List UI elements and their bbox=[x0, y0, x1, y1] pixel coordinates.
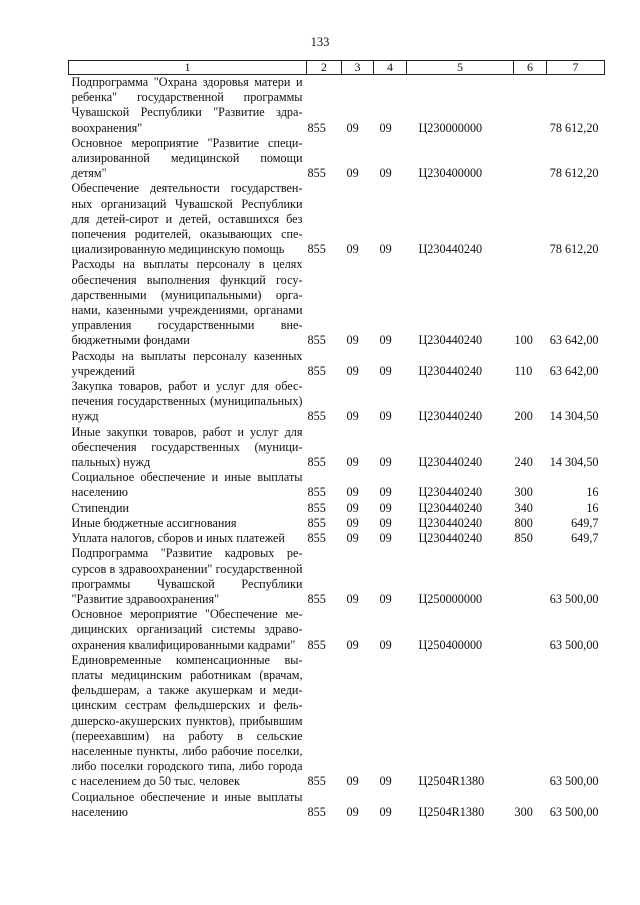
table-row bbox=[69, 470, 605, 500]
amount-cell: 649,7 bbox=[571, 531, 599, 546]
table-row bbox=[69, 501, 605, 516]
section-cell: 09 bbox=[346, 485, 359, 500]
table-row bbox=[69, 349, 605, 379]
amount-cell: 16 bbox=[586, 485, 599, 500]
target-article-cell: Ц230440240 bbox=[418, 242, 483, 257]
admin-code-cell: 855 bbox=[307, 804, 326, 819]
section-cell: 09 bbox=[346, 120, 359, 135]
subsection-cell: 09 bbox=[379, 515, 392, 530]
table-row bbox=[69, 425, 605, 471]
admin-code-cell: 855 bbox=[307, 531, 326, 546]
section-cell: 09 bbox=[346, 363, 359, 378]
section-cell: 09 bbox=[346, 591, 359, 606]
admin-code-cell: 855 bbox=[307, 485, 326, 500]
row-name-cell: Расходы на выплаты персоналу в целях обеспечения выполнения функций государственными (муниципальными) органами, казенными учреждениями, органами управления государственными внебюджетными фондами bbox=[71, 257, 303, 348]
amount-cell: 14 304,50 bbox=[549, 409, 599, 424]
section-cell: 09 bbox=[346, 166, 359, 181]
subsection-cell: 09 bbox=[379, 120, 392, 135]
row-name-cell: Расходы на выплаты персоналу казенных учреждений bbox=[71, 348, 303, 378]
expense-type-cell: 340 bbox=[514, 500, 533, 515]
expense-type-cell: 300 bbox=[514, 804, 533, 819]
amount-cell: 63 500,00 bbox=[549, 774, 599, 789]
target-article-cell: Ц230400000 bbox=[418, 166, 483, 181]
amount-cell: 78 612,20 bbox=[549, 120, 599, 135]
section-cell: 09 bbox=[346, 242, 359, 257]
admin-code-cell: 855 bbox=[307, 515, 326, 530]
admin-code-cell: 855 bbox=[307, 120, 326, 135]
expense-type-cell bbox=[514, 75, 547, 136]
subsection-cell: 09 bbox=[379, 485, 392, 500]
amount-cell: 649,7 bbox=[571, 515, 599, 530]
amount-cell: 63 642,00 bbox=[549, 363, 599, 378]
target-article-cell: Ц230440240 bbox=[418, 485, 483, 500]
section-cell: 09 bbox=[346, 333, 359, 348]
row-name-cell: Основное мероприятие "Обеспечение медицинских организаций системы здравоохранения квалифицированными кадрами" bbox=[71, 607, 303, 652]
subsection-cell: 09 bbox=[379, 591, 392, 606]
admin-code-cell: 855 bbox=[307, 333, 326, 348]
target-article-cell: Ц250400000 bbox=[418, 637, 483, 652]
admin-code-cell: 855 bbox=[307, 242, 326, 257]
expense-type-cell: 200 bbox=[514, 409, 533, 424]
table-row bbox=[69, 181, 605, 257]
section-cell: 09 bbox=[346, 409, 359, 424]
row-name-cell: Обеспечение деятельности государственных организаций Чувашской Республики для детей-сирот и детей, оставшихся без попечения родителей, оказывающих специализированную медицинскую помощь bbox=[71, 181, 303, 257]
column-header: 3 bbox=[342, 61, 374, 75]
subsection-cell: 09 bbox=[379, 333, 392, 348]
table-row bbox=[69, 653, 605, 790]
admin-code-cell: 855 bbox=[307, 774, 326, 789]
expense-type-cell: 800 bbox=[514, 515, 533, 530]
row-name-cell: Стипендии bbox=[71, 500, 130, 515]
expense-type-cell: 110 bbox=[514, 363, 533, 378]
section-cell: 09 bbox=[346, 637, 359, 652]
target-article-cell: Ц230440240 bbox=[418, 455, 483, 470]
column-header: 6 bbox=[514, 61, 547, 75]
target-article-cell: Ц230440240 bbox=[418, 333, 483, 348]
subsection-cell: 09 bbox=[379, 455, 392, 470]
expense-type-cell: 240 bbox=[514, 455, 533, 470]
target-article-cell: Ц230440240 bbox=[418, 363, 483, 378]
row-name-cell: Подпрограмма "Развитие кадровых ресурсов в здравоохранении" государственной программы Чувашской Республики "Развитие здравоохранения" bbox=[71, 546, 303, 606]
table-row bbox=[69, 531, 605, 546]
subsection-cell: 09 bbox=[379, 409, 392, 424]
table-row bbox=[69, 790, 605, 820]
table-row bbox=[69, 136, 605, 182]
page-number: 133 bbox=[310, 35, 330, 49]
amount-cell: 63 642,00 bbox=[549, 333, 599, 348]
table-header bbox=[69, 61, 605, 75]
amount-cell: 63 500,00 bbox=[549, 637, 599, 652]
budget-table bbox=[68, 60, 605, 820]
row-name-cell: Уплата налогов, сборов и иных платежей bbox=[71, 531, 285, 546]
subsection-cell: 09 bbox=[379, 774, 392, 789]
amount-cell: 63 500,00 bbox=[549, 804, 599, 819]
column-header: 1 bbox=[69, 61, 307, 75]
target-article-cell: Ц2504R1380 bbox=[418, 804, 485, 819]
row-name-cell: Иные бюджетные ассигнования bbox=[71, 515, 237, 530]
column-header: 5 bbox=[407, 61, 514, 75]
table-body bbox=[69, 75, 605, 820]
row-name-cell: Единовременные компенсационные выплаты медицинским работникам (врачам, фельдшерам, а также акушеркам и медицинским сестрам фельдшерских и фельдшерско-акушерских пунктов), прибывшим (переехавшим) на работу в сельские населенные пункты, либо рабочие поселки, либо поселки городского типа, либо города с населением до 50 тыс. человек bbox=[71, 652, 303, 789]
admin-code-cell: 855 bbox=[307, 409, 326, 424]
amount-cell: 14 304,50 bbox=[549, 455, 599, 470]
target-article-cell: Ц230440240 bbox=[418, 531, 483, 546]
section-cell: 09 bbox=[346, 531, 359, 546]
table-row bbox=[69, 607, 605, 653]
admin-code-cell: 855 bbox=[307, 455, 326, 470]
target-article-cell: Ц230000000 bbox=[418, 120, 483, 135]
subsection-cell: 09 bbox=[379, 637, 392, 652]
column-header: 7 bbox=[547, 61, 605, 75]
subsection-cell: 09 bbox=[379, 804, 392, 819]
subsection-cell: 09 bbox=[379, 500, 392, 515]
row-name-cell: Социальное обеспечение и иные выплаты населению bbox=[71, 789, 303, 819]
row-name-cell: Иные закупки товаров, работ и услуг для обеспечения государственных (муниципальных) нужд bbox=[71, 424, 303, 470]
section-cell: 09 bbox=[346, 515, 359, 530]
subsection-cell: 09 bbox=[379, 531, 392, 546]
admin-code-cell: 855 bbox=[307, 591, 326, 606]
table-row bbox=[69, 379, 605, 425]
amount-cell: 78 612,20 bbox=[549, 242, 599, 257]
target-article-cell: Ц230440240 bbox=[418, 500, 483, 515]
admin-code-cell: 855 bbox=[307, 363, 326, 378]
amount-cell: 63 500,00 bbox=[549, 591, 599, 606]
target-article-cell: Ц230440240 bbox=[418, 515, 483, 530]
expense-type-cell bbox=[514, 546, 547, 607]
expense-type-cell bbox=[514, 607, 547, 653]
expense-type-cell bbox=[514, 136, 547, 182]
table-row bbox=[69, 516, 605, 531]
expense-type-cell: 100 bbox=[514, 333, 533, 348]
amount-cell: 78 612,20 bbox=[549, 166, 599, 181]
admin-code-cell: 855 bbox=[307, 166, 326, 181]
section-cell: 09 bbox=[346, 500, 359, 515]
target-article-cell: Ц250000000 bbox=[418, 591, 483, 606]
table-row bbox=[69, 257, 605, 348]
expense-type-cell: 300 bbox=[514, 485, 533, 500]
expense-type-cell bbox=[514, 653, 547, 790]
admin-code-cell: 855 bbox=[307, 637, 326, 652]
expense-type-cell: 850 bbox=[514, 531, 533, 546]
row-name-cell: Закупка товаров, работ и услуг для обеспечения государственных (муниципальных) нужд bbox=[71, 379, 303, 424]
row-name-cell: Основное мероприятие "Развитие специализированной медицинской помощи детям" bbox=[71, 135, 303, 181]
row-name-cell: Социальное обеспечение и иные выплаты населению bbox=[71, 470, 303, 500]
expense-type-cell bbox=[514, 181, 547, 257]
subsection-cell: 09 bbox=[379, 363, 392, 378]
subsection-cell: 09 bbox=[379, 166, 392, 181]
table-row bbox=[69, 546, 605, 607]
row-name-cell: Подпрограмма "Охрана здоровья матери и ребенка" государственной программы Чувашской Республики "Развитие здравоохранения" bbox=[71, 75, 303, 135]
section-cell: 09 bbox=[346, 804, 359, 819]
amount-cell: 16 bbox=[586, 500, 599, 515]
section-cell: 09 bbox=[346, 455, 359, 470]
column-header: 4 bbox=[374, 61, 407, 75]
table-row bbox=[69, 75, 605, 136]
admin-code-cell: 855 bbox=[307, 500, 326, 515]
column-header: 2 bbox=[307, 61, 342, 75]
target-article-cell: Ц230440240 bbox=[418, 409, 483, 424]
subsection-cell: 09 bbox=[379, 242, 392, 257]
target-article-cell: Ц2504R1380 bbox=[418, 774, 485, 789]
section-cell: 09 bbox=[346, 774, 359, 789]
